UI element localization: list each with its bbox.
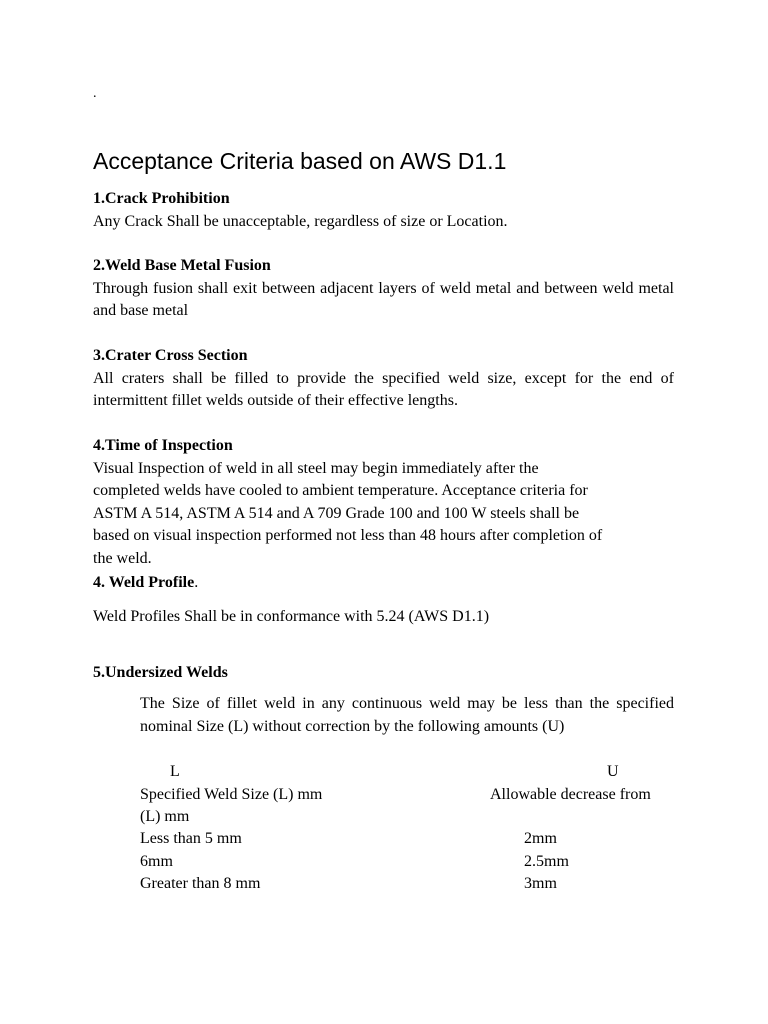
section-weld-base-metal-fusion xyxy=(93,255,674,323)
section-body-line: completed welds have cooled to ambient temperature. Acceptance criteria for xyxy=(93,482,588,499)
table-row-size: 6mm xyxy=(140,853,173,870)
table-row-decrease: 2.5mm xyxy=(524,853,569,870)
table-row-decrease: 3mm xyxy=(524,875,557,892)
section-heading xyxy=(93,572,674,595)
heading-period: . xyxy=(194,574,199,591)
column-l-header: Specified Weld Size (L) mm xyxy=(140,786,323,803)
section-body: All craters shall be filled to provide the specified weld size, except for the end of intermittent fillet welds outside of their effective lengths. xyxy=(93,369,674,409)
section-body: Any Crack Shall be unacceptable, regardless of size or Location. xyxy=(93,212,508,230)
section-weld-profile xyxy=(93,572,674,628)
section-time-of-inspection xyxy=(93,435,674,570)
section-heading: 1.Crack Prohibition xyxy=(93,190,230,207)
section-body-line: the weld. xyxy=(93,549,152,567)
page-title: Acceptance Criteria based on AWS D1.1 xyxy=(93,148,507,174)
section-heading: 2.Weld Base Metal Fusion xyxy=(93,257,271,274)
section-body-line: Visual Inspection of weld in all steel may begin immediately after the xyxy=(93,459,539,477)
section-body-line: ASTM A 514, ASTM A 514 and A 709 Grade 100 and 100 W steels shall be xyxy=(93,504,580,522)
table-row-size: Greater than 8 mm xyxy=(140,875,261,892)
table-row-size: Less than 5 mm xyxy=(140,830,242,847)
section-heading: 3.Crater Cross Section xyxy=(93,347,248,364)
column-u-letter: U xyxy=(607,763,619,780)
section-body-line: based on visual inspection performed not less than 48 hours after completion of xyxy=(93,527,603,544)
section-heading: 4.Time of Inspection xyxy=(93,437,233,454)
heading-text: 4. Weld Profile xyxy=(93,574,195,591)
column-l-letter: L xyxy=(170,763,180,780)
section-crater-cross-section xyxy=(93,345,674,413)
column-u-header: Allowable decrease from xyxy=(490,786,651,803)
column-u-header-cont: (L) mm xyxy=(140,808,190,825)
section-undersized-welds xyxy=(93,662,674,685)
section-heading: 5.Undersized Welds xyxy=(93,664,228,681)
undersized-welds-body: The Size of fillet weld in any continuous weld may be less than the specified nominal Size (L) without correction by the following amounts (U) xyxy=(140,695,674,735)
section-body: Through fusion shall exit between adjacent layers of weld metal and between weld metal and base metal xyxy=(93,279,674,319)
table-row-decrease: 2mm xyxy=(524,830,557,847)
section-crack-prohibition xyxy=(93,188,674,233)
section-body: Weld Profiles Shall be in conformance with 5.24 (AWS D1.1) xyxy=(93,607,490,625)
stray-dot: . xyxy=(93,86,97,101)
